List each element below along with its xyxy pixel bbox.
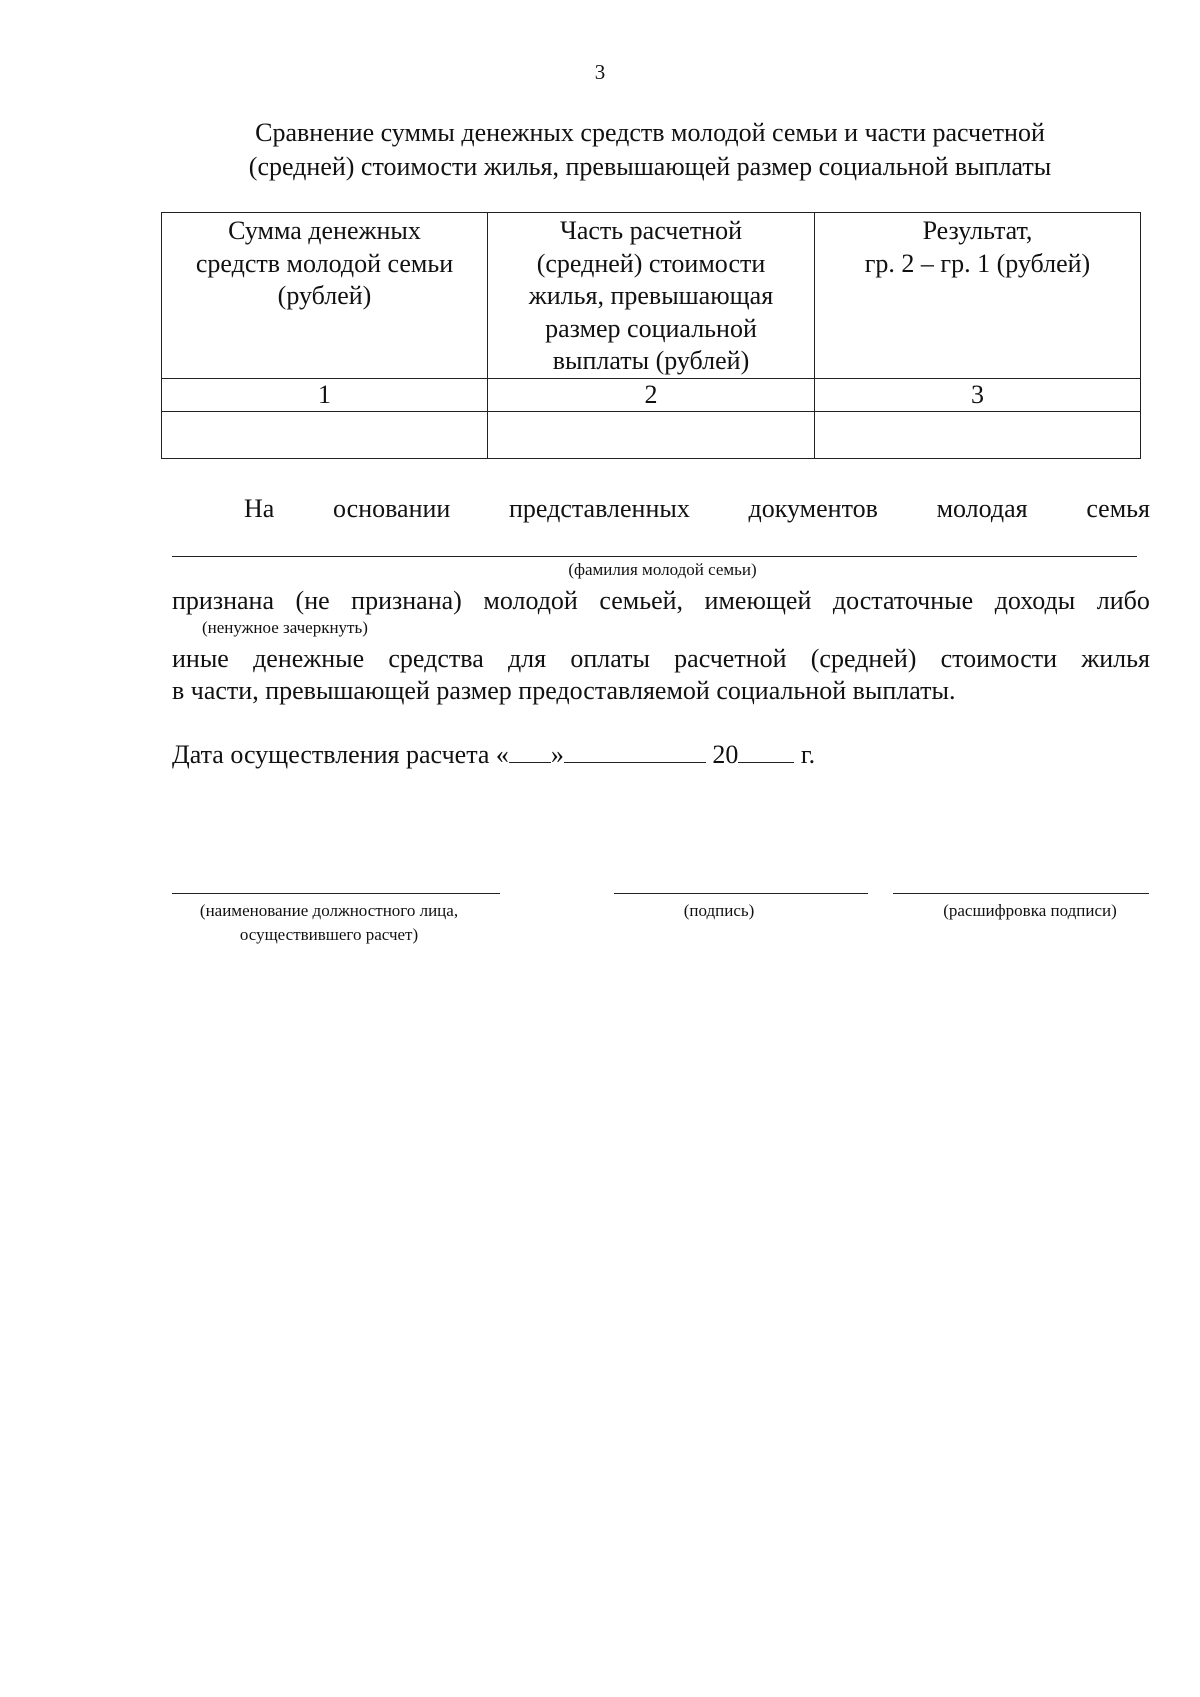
word: (не — [295, 586, 330, 615]
year-prefix: 20 — [712, 740, 739, 769]
column-number-row — [162, 378, 1141, 411]
word: оплаты — [570, 644, 650, 673]
table-row — [162, 411, 1141, 458]
header-line: размер социальной — [545, 313, 757, 343]
word: либо — [1096, 586, 1150, 615]
word: семьей, — [599, 586, 684, 615]
month-blank[interactable] — [564, 738, 706, 763]
header-cell-family-funds — [162, 213, 488, 379]
basis-sentence — [172, 494, 1150, 524]
word: расчетной — [674, 644, 787, 673]
signature-decoding-line[interactable] — [893, 893, 1149, 894]
day-blank[interactable] — [509, 738, 551, 763]
word: основании — [333, 494, 451, 523]
word: признана — [172, 586, 275, 615]
word: жилья — [1081, 644, 1150, 673]
signature-caption: (подпись) — [683, 901, 755, 920]
position-signature-line[interactable] — [172, 893, 500, 894]
caption-line: (наименование должностного лица, — [199, 901, 459, 920]
table-cell — [814, 411, 1140, 458]
header-line: средств молодой семьи — [195, 248, 454, 278]
position-caption — [166, 899, 492, 947]
caption-line: осуществившего расчет) — [239, 925, 419, 944]
word: семья — [1086, 494, 1150, 523]
column-number: 3 — [814, 378, 1140, 411]
recognition-sentence — [172, 586, 1150, 616]
word: представленных — [509, 494, 690, 523]
year-suffix: г. — [800, 740, 816, 769]
title-line-1: Сравнение суммы денежных средств молодой семьи и части расчетной — [255, 118, 1045, 147]
signature-line[interactable] — [614, 893, 868, 894]
word: денежные — [253, 644, 365, 673]
page-number: 3 — [594, 60, 606, 84]
title-line-2: (средней) стоимости жилья, превышающей размер социальной выплаты — [248, 152, 1052, 181]
means-sentence — [172, 644, 1150, 674]
word: документов — [748, 494, 878, 523]
word: (средней) — [810, 644, 917, 673]
header-line: жилья, превышающая — [528, 281, 774, 310]
year-blank[interactable] — [738, 738, 794, 763]
calculation-date-line — [172, 738, 815, 770]
word: средства — [388, 644, 484, 673]
header-line: Часть расчетной — [559, 216, 743, 245]
word: имеющей — [704, 586, 812, 615]
document-title — [200, 116, 1100, 184]
header-line: (рублей) — [277, 281, 372, 310]
header-line: (средней) стоимости — [536, 248, 766, 278]
word: для — [507, 644, 547, 673]
word: На — [244, 494, 275, 523]
table-cell — [488, 411, 815, 458]
header-line: Результат, — [922, 216, 1033, 245]
family-name-blank-line — [172, 556, 1137, 557]
word: молодая — [936, 494, 1028, 523]
column-number: 1 — [162, 378, 488, 411]
word: доходы — [994, 586, 1076, 615]
family-name-caption: (фамилия молодой семьи) — [568, 560, 757, 579]
word: иные — [172, 644, 229, 673]
signature-decoding-caption: (расшифровка подписи) — [943, 901, 1117, 920]
column-number: 2 — [488, 378, 815, 411]
table-cell — [162, 411, 488, 458]
table-header-row — [162, 213, 1141, 379]
word: стоимости — [940, 644, 1058, 673]
date-label: Дата осуществления расчета « — [172, 740, 509, 769]
header-line: Сумма денежных — [228, 216, 421, 245]
word: достаточные — [832, 586, 974, 615]
strike-out-caption: (ненужное зачеркнуть) — [202, 618, 368, 637]
word: молодой — [483, 586, 578, 615]
comparison-table — [161, 212, 1141, 459]
word: признана) — [351, 586, 462, 615]
header-line: гр. 2 – гр. 1 (рублей) — [864, 248, 1091, 278]
part-sentence: в части, превышающей размер предоставляемой социальной выплаты. — [172, 676, 956, 705]
header-cell-result — [814, 213, 1140, 379]
header-line: выплаты (рублей) — [552, 346, 750, 375]
header-cell-housing-cost-part — [488, 213, 815, 379]
date-quote-close: » — [550, 740, 564, 769]
